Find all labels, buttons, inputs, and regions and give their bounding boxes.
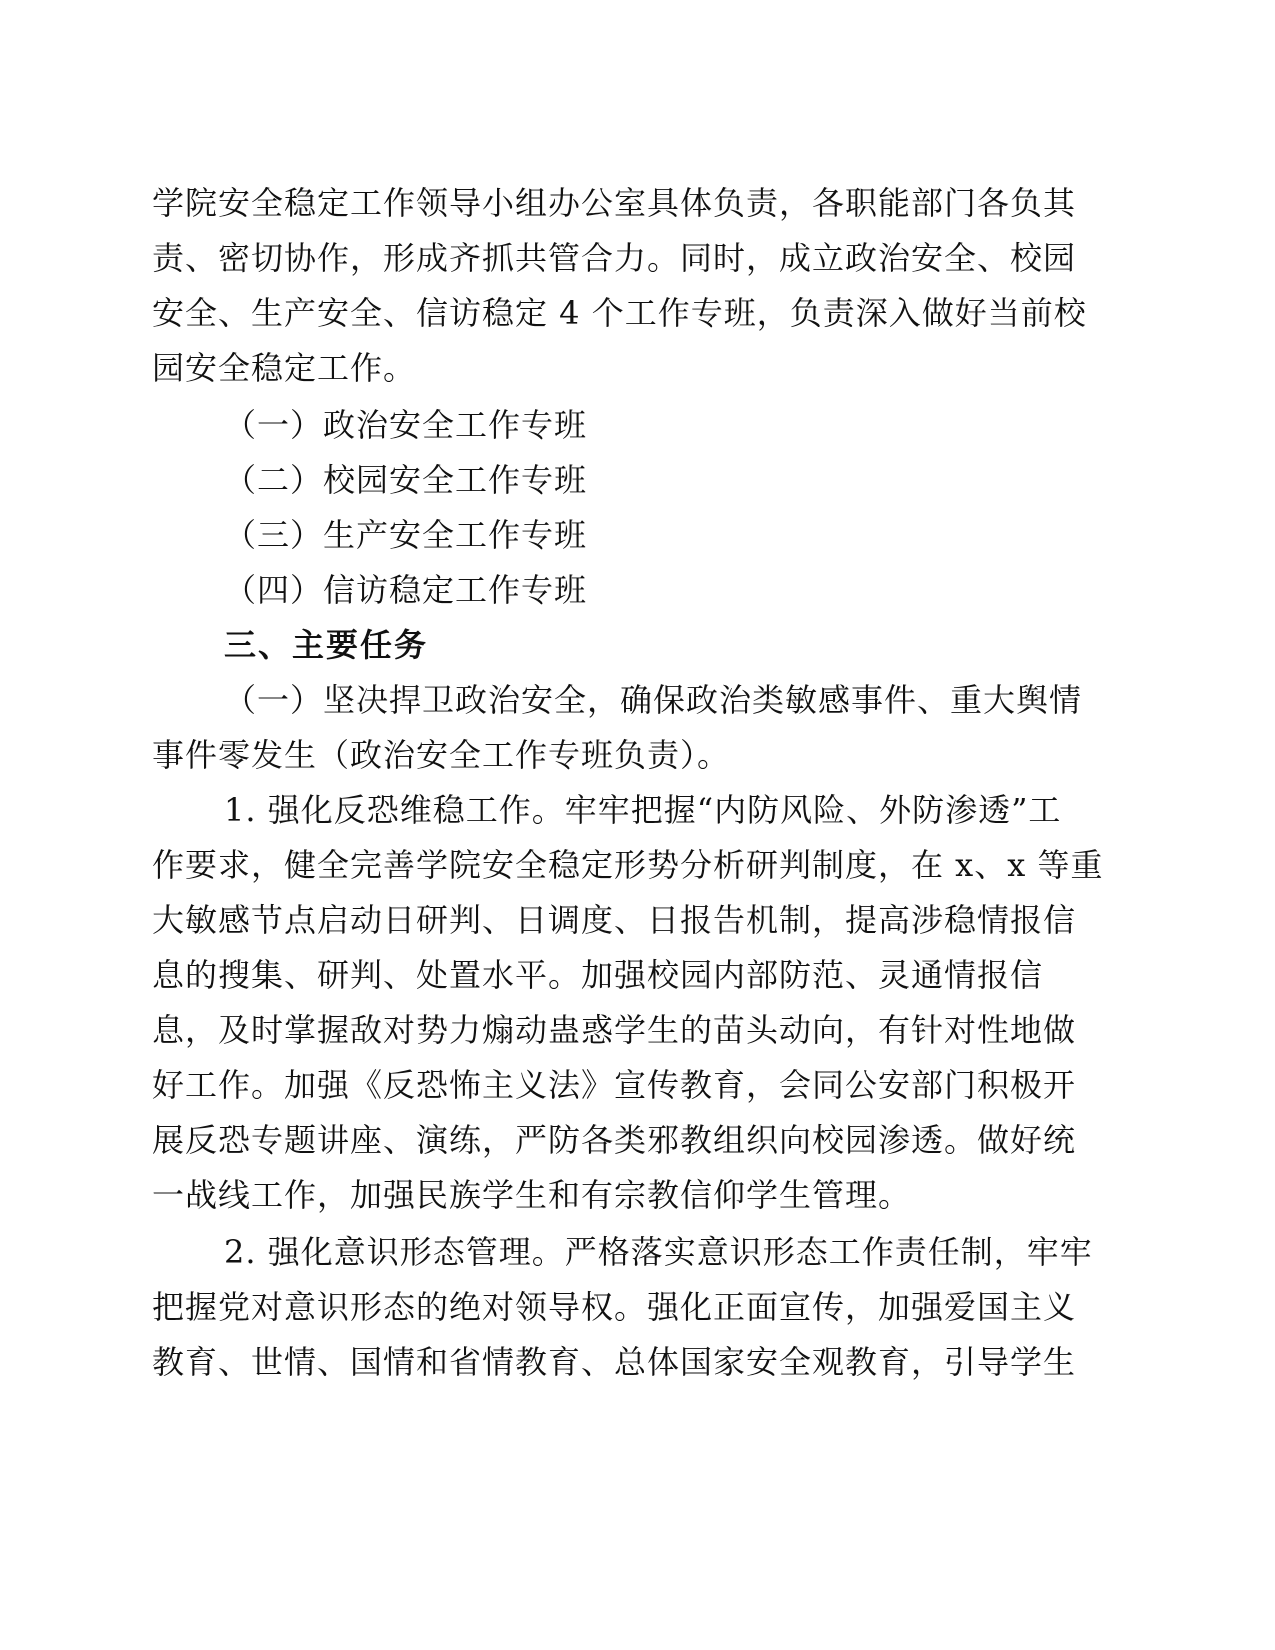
workgroup-item-1: （一）政治安全工作专班 <box>224 406 588 444</box>
paragraph-line: 责、密切协作，形成齐抓共管合力。同时，成立政治安全、校园 <box>152 239 1077 277</box>
paragraph-line: 把握党对意识形态的绝对领导权。强化正面宣传，加强爱国主义 <box>152 1288 1077 1326</box>
paragraph-line: 作要求，健全完善学院安全稳定形势分析研判制度，在 x、x 等重 <box>152 846 1104 884</box>
paragraph-line: 教育、世情、国情和省情教育、总体国家安全观教育，引导学生 <box>152 1343 1077 1381</box>
workgroup-item-4: （四）信访稳定工作专班 <box>224 571 588 609</box>
paragraph-line: 一战线工作，加强民族学生和有宗教信仰学生管理。 <box>152 1176 912 1214</box>
paragraph-line: 展反恐专题讲座、演练，严防各类邪教组织向校园渗透。做好统 <box>152 1121 1077 1159</box>
paragraph-line: 大敏感节点启动日研判、日调度、日报告机制，提高涉稳情报信 <box>152 901 1077 939</box>
paragraph-line: 息的搜集、研判、处置水平。加强校园内部防范、灵通情报信 <box>152 956 1044 994</box>
workgroup-item-3: （三）生产安全工作专班 <box>224 516 588 554</box>
paragraph-line: 息，及时掌握敌对势力煽动蛊惑学生的苗头动向，有针对性地做 <box>152 1011 1077 1049</box>
subsection-heading: （一）坚决捍卫政治安全，确保政治类敏感事件、重大舆情 <box>224 681 1083 719</box>
paragraph-line: 园安全稳定工作。 <box>152 349 417 387</box>
paragraph-line: 事件零发生（政治安全工作专班负责）。 <box>152 736 731 774</box>
paragraph-line: 安全、生产安全、信访稳定 4 个工作专班，负责深入做好当前校 <box>152 294 1087 332</box>
paragraph-line: 1. 强化反恐维稳工作。牢牢把握“内防风险、外防渗透”工 <box>224 791 1062 829</box>
paragraph-line: 好工作。加强《反恐怖主义法》宣传教育，会同公安部门积极开 <box>152 1066 1077 1104</box>
paragraph-line: 学院安全稳定工作领导小组办公室具体负责，各职能部门各负其 <box>152 184 1077 222</box>
paragraph-line: 2. 强化意识形态管理。严格落实意识形态工作责任制，牢牢 <box>224 1233 1093 1271</box>
workgroup-item-2: （二）校园安全工作专班 <box>224 461 588 499</box>
section-heading: 三、主要任务 <box>224 626 429 664</box>
